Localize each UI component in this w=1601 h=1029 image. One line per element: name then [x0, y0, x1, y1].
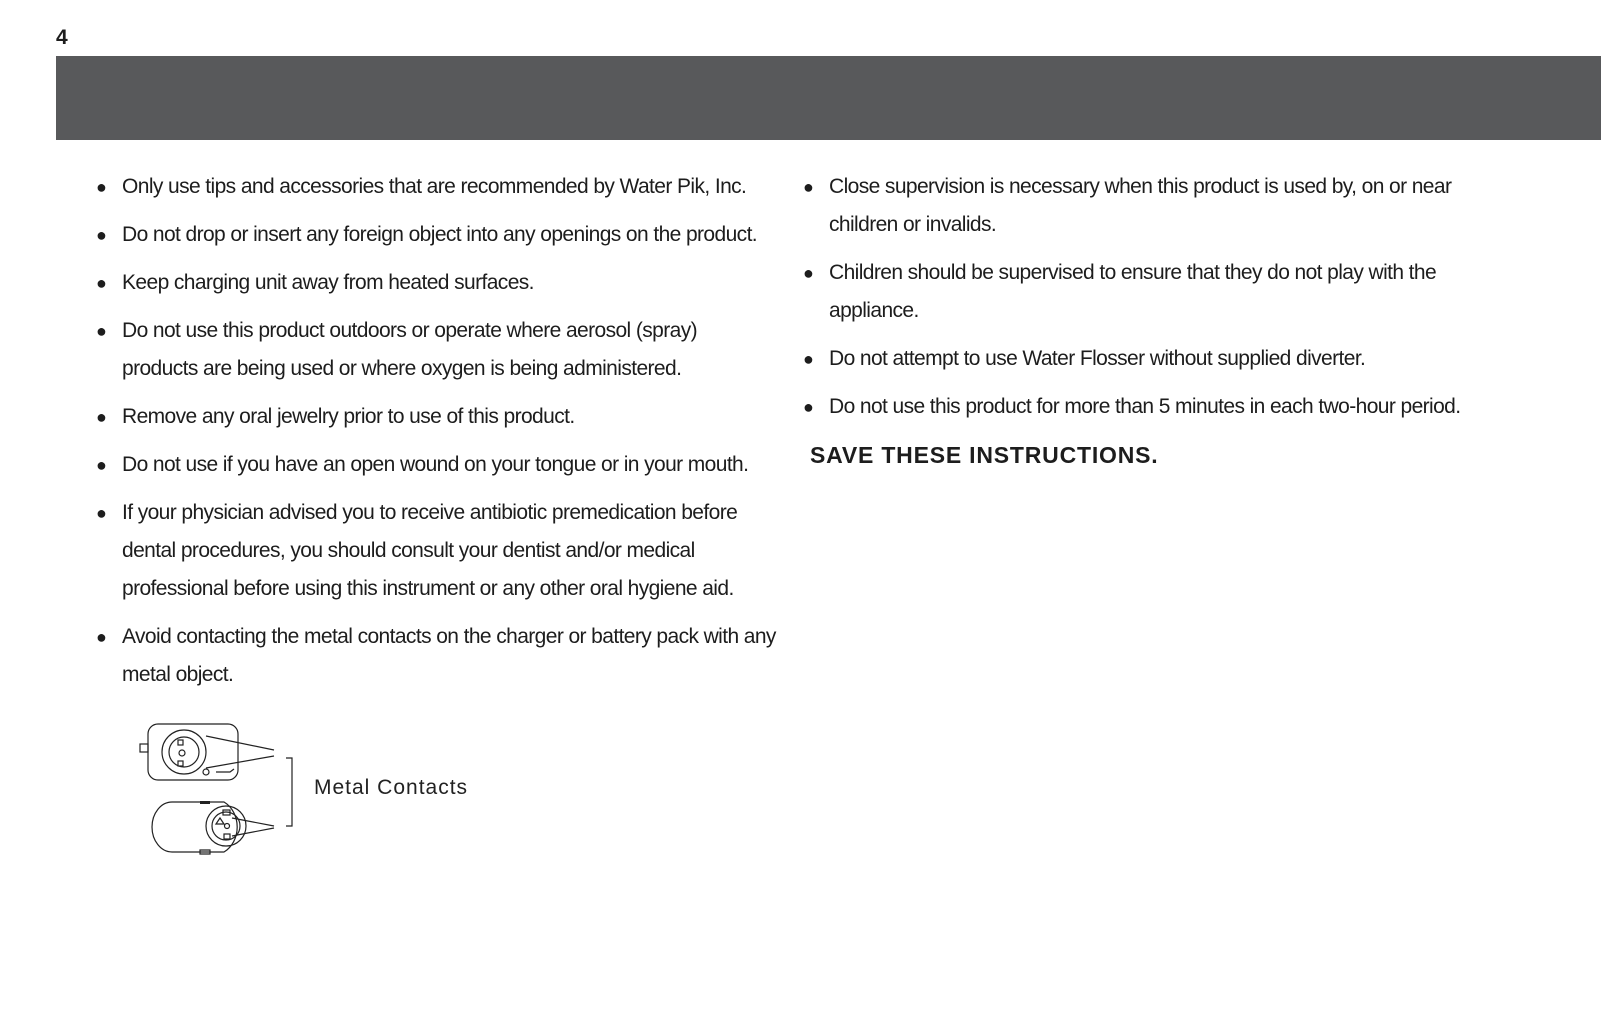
list-item-text: Do not use if you have an open wound on your tongue or in your mouth. — [122, 453, 749, 476]
list-item — [96, 494, 776, 608]
list-item — [96, 264, 776, 302]
list-item-text: Close supervision is necessary when this product is used by, on or near children or invalids. — [829, 175, 1452, 236]
bullet-icon: ● — [803, 349, 814, 369]
page-number: 4 — [56, 26, 68, 49]
bullet-icon: ● — [96, 177, 107, 197]
list-item-text: Do not use this product outdoors or operate where aerosol (spray) products are being used or where oxygen is being administered. — [122, 319, 697, 380]
list-item — [803, 340, 1503, 378]
metal-contacts-figure — [136, 720, 516, 860]
bullet-icon: ● — [96, 627, 107, 647]
list-item — [96, 446, 776, 484]
bullet-icon: ● — [96, 503, 107, 523]
pointer-line — [206, 736, 274, 750]
list-item-text: If your physician advised you to receive antibiotic premedication before dental procedures, you should consult your dentist and/or medical professional before using this instrument or any other oral hygiene aid. — [122, 501, 738, 600]
list-item — [803, 254, 1503, 330]
list-item-text: Do not use this product for more than 5 minutes in each two-hour period. — [829, 395, 1461, 418]
list-item-text: Do not attempt to use Water Flosser without supplied diverter. — [829, 347, 1366, 370]
pointer-line — [232, 818, 274, 826]
list-item-text: Avoid contacting the metal contacts on the charger or battery pack with any metal object. — [122, 625, 776, 686]
right-instruction-list — [803, 168, 1503, 436]
save-instructions-heading: SAVE THESE INSTRUCTIONS. — [810, 442, 1159, 468]
list-item — [96, 618, 776, 694]
grouping-bracket — [286, 758, 292, 826]
bullet-icon: ● — [96, 321, 107, 341]
bullet-icon: ● — [96, 455, 107, 475]
figure-label: Metal Contacts — [314, 776, 469, 799]
bullet-icon: ● — [96, 407, 107, 427]
list-item — [96, 398, 776, 436]
list-item-text: Remove any oral jewelry prior to use of this product. — [122, 405, 575, 428]
bullet-icon: ● — [803, 397, 814, 417]
charger-plug — [140, 744, 148, 752]
pointer-line — [206, 756, 274, 768]
list-item — [803, 388, 1503, 426]
list-item-text: Children should be supervised to ensure that they do not play with the appliance. — [829, 261, 1437, 322]
bullet-icon: ● — [803, 263, 814, 283]
list-item — [96, 168, 776, 206]
list-item-text: Do not drop or insert any foreign object into any openings on the product. — [122, 223, 758, 246]
bullet-icon: ● — [96, 273, 107, 293]
list-item — [96, 216, 776, 254]
bullet-icon: ● — [96, 225, 107, 245]
list-item — [96, 312, 776, 388]
charger-contact-ring — [169, 737, 199, 767]
charger-and-battery-illustration — [136, 720, 316, 860]
list-item-text: Keep charging unit away from heated surfaces. — [122, 271, 534, 294]
left-instruction-list — [96, 168, 776, 704]
bullet-icon: ● — [803, 177, 814, 197]
header-bar — [56, 56, 1601, 140]
list-item-text: Only use tips and accessories that are recommended by Water Pik, Inc. — [122, 175, 747, 198]
list-item — [803, 168, 1503, 244]
